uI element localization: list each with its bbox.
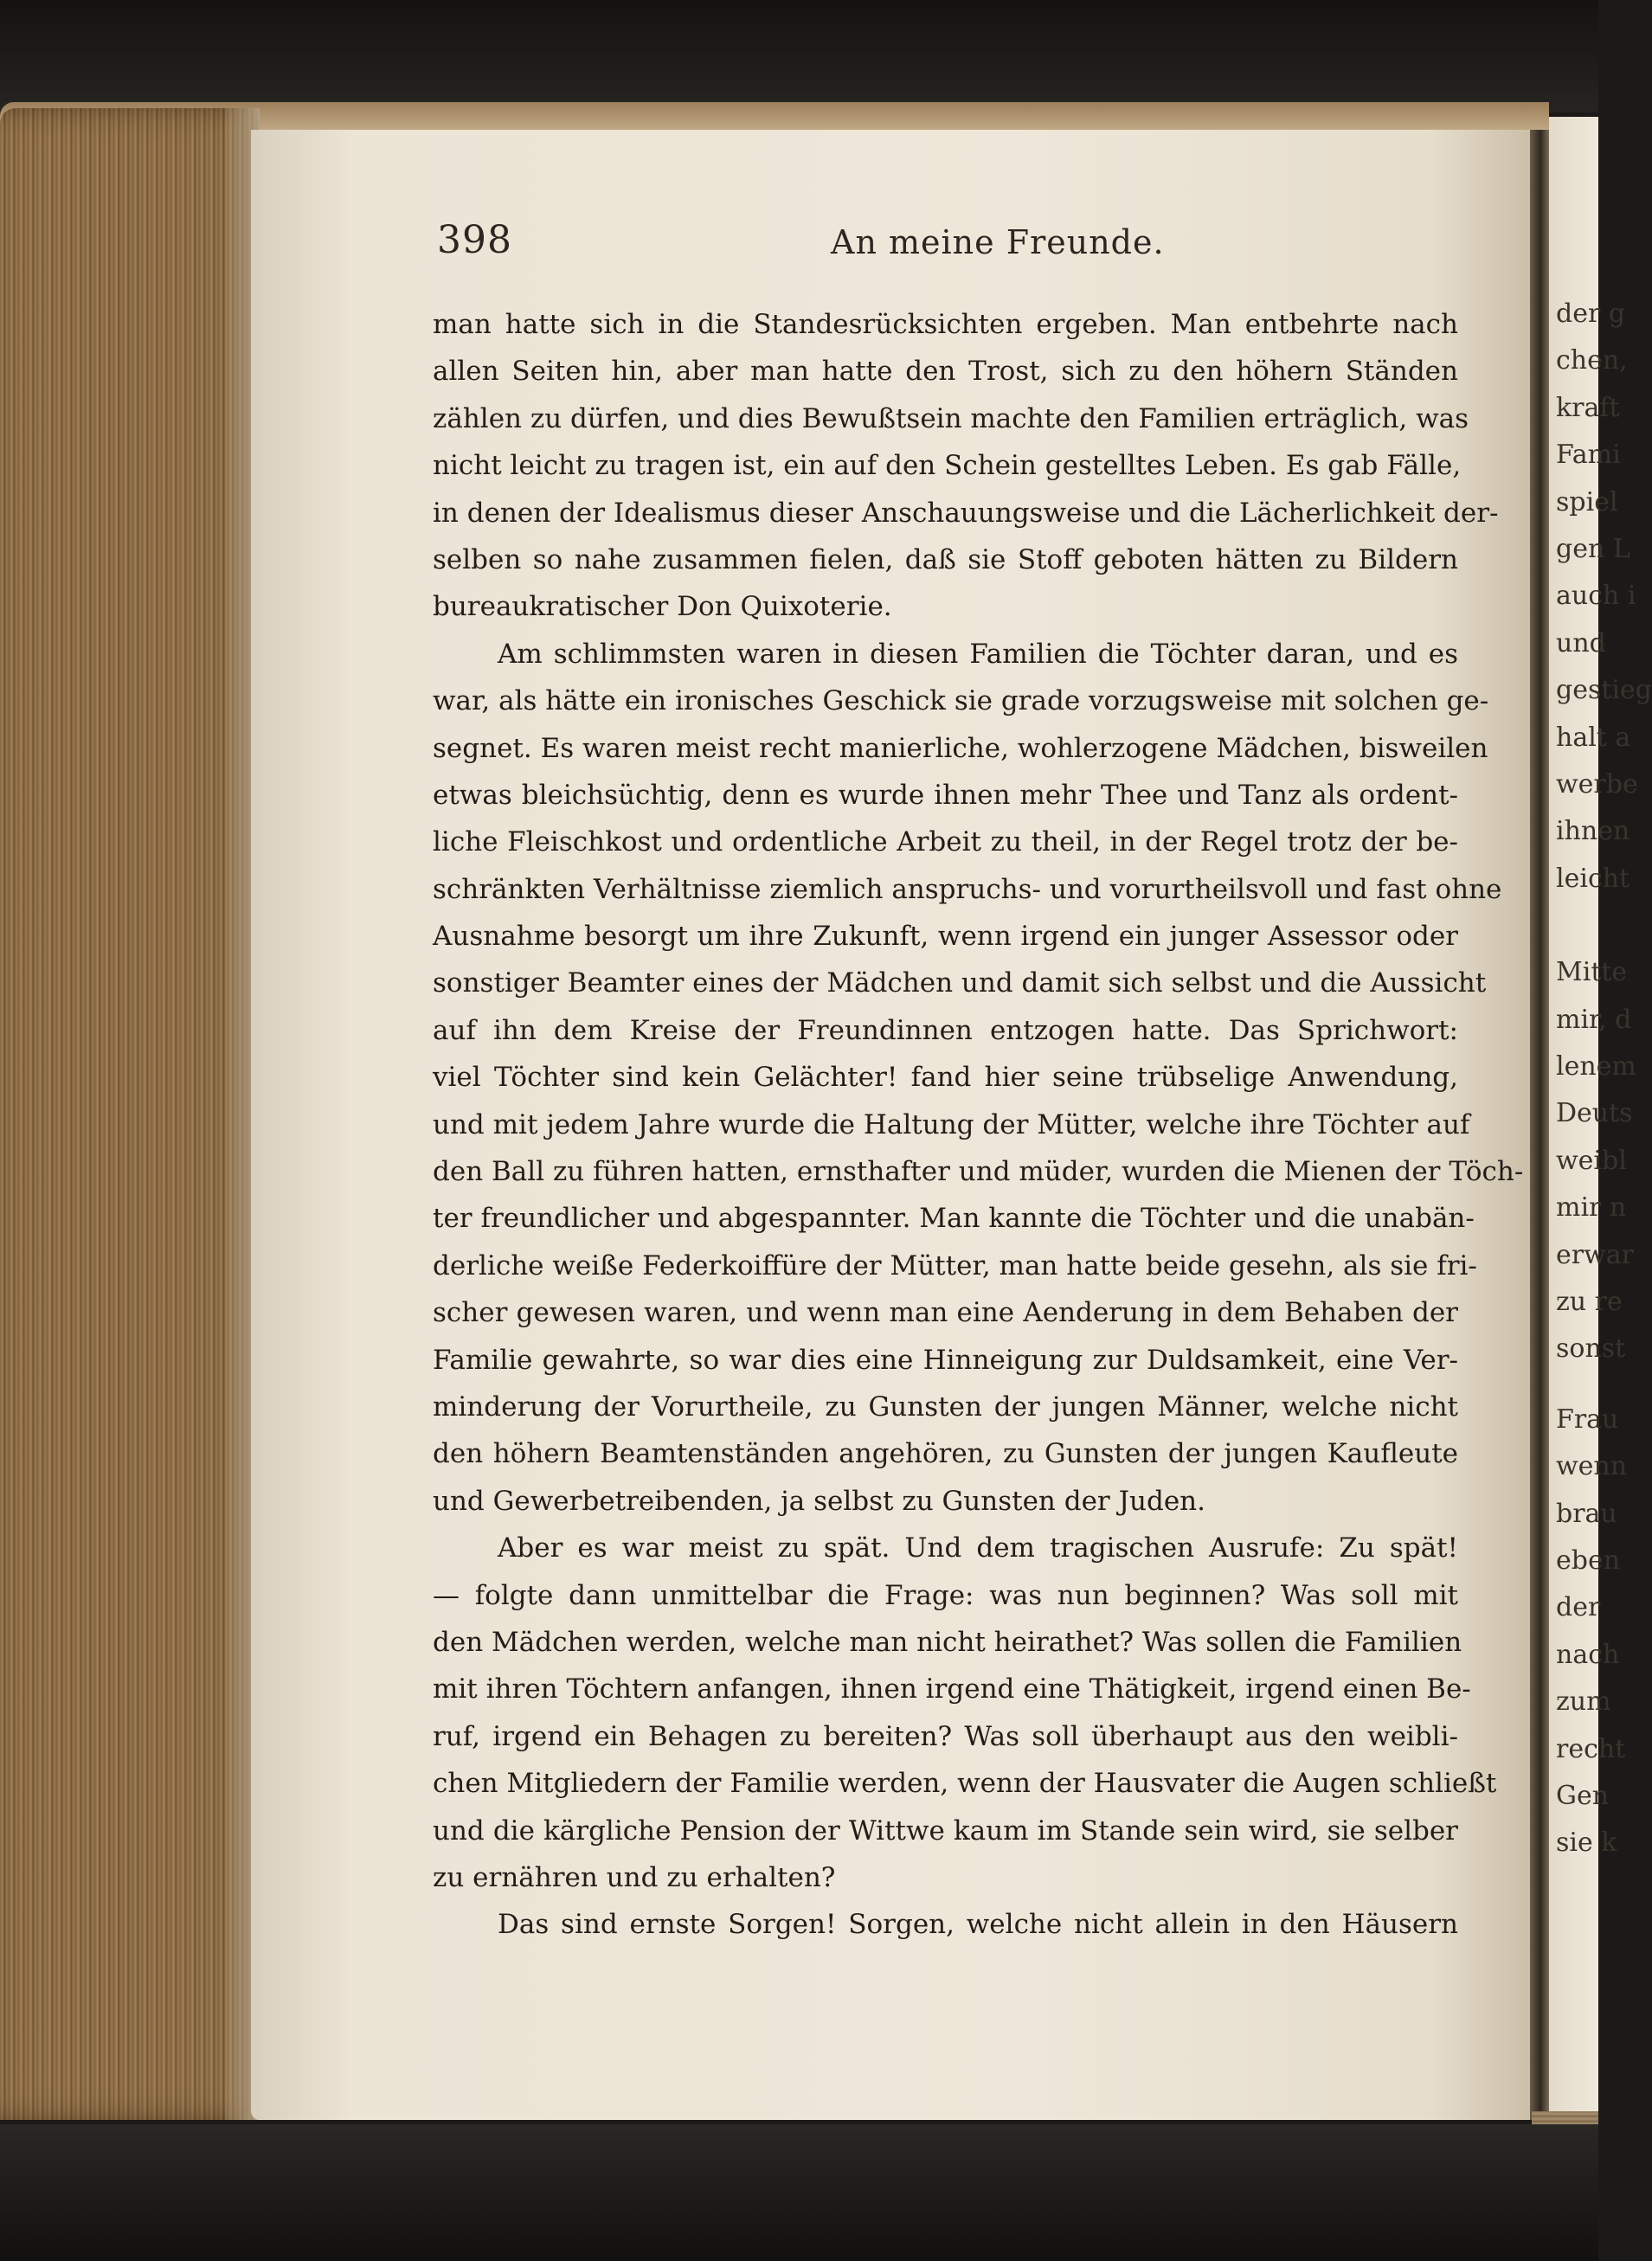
text-line: und die kärgliche Pension der Wittwe kaum im Stande sein wird, sie selber xyxy=(433,1815,1458,1847)
next-page-fragment: Frau xyxy=(1556,1403,1619,1435)
next-page-fragment: eben xyxy=(1556,1545,1621,1576)
next-page-fragment: Fami xyxy=(1556,440,1621,471)
text-line: schränkten Verhältnisse ziemlich anspruchs- und vorurtheilsvoll und fast ohne xyxy=(433,873,1502,905)
text-line: mit ihren Töchtern anfangen, ihnen irgend eine Thätigkeit, irgend einen Be- xyxy=(433,1673,1471,1705)
next-page-fragment: nach xyxy=(1556,1639,1620,1670)
next-page-fragment: sonst xyxy=(1556,1333,1626,1365)
next-page-fragment: kraft xyxy=(1556,392,1620,423)
text-line: den Mädchen werden, welche man nicht heirathet? Was sollen die Familien xyxy=(433,1626,1462,1658)
text-line: und Gewerbetreibenden, ja selbst zu Gunsten der Juden. xyxy=(433,1485,1206,1517)
book-page-edges xyxy=(0,108,260,2120)
text-line: zu ernähren und zu erhalten? xyxy=(433,1861,836,1893)
text-line: etwas bleichsüchtig, denn es wurde ihnen mehr Thee und Tanz als ordent- xyxy=(433,779,1458,811)
next-page-fragment: sie k xyxy=(1556,1827,1617,1859)
next-page-fragment: chen, xyxy=(1556,345,1628,376)
text-line: minderung der Vorurtheile, zu Gunsten der jungen Männer, welche nicht xyxy=(433,1391,1458,1423)
next-page-fragment: ihnen xyxy=(1556,816,1630,847)
next-page-fragment: gen L xyxy=(1556,534,1630,564)
text-line: bureaukratischer Don Quixoterie. xyxy=(433,591,892,623)
next-page-fragment: spiel xyxy=(1556,486,1618,517)
next-page-fragment: leicht xyxy=(1556,863,1630,894)
text-line: segnet. Es waren meist recht manierliche, wohlerzogene Mädchen, bisweilen xyxy=(433,732,1488,764)
next-page-fragment: weibl xyxy=(1556,1145,1627,1176)
next-page-fragment: halt a xyxy=(1556,722,1631,753)
text-line: ter freundlicher und abgespannter. Man kannte die Töchter und die unabän- xyxy=(433,1203,1475,1235)
book-gutter xyxy=(1530,130,1551,2120)
body-text xyxy=(433,301,1524,1949)
text-line: Aber es war meist zu spät. Und dem tragischen Ausrufe: Zu spät! xyxy=(498,1532,1458,1564)
text-line: den höhern Beamtenständen angehören, zu Gunsten der jungen Kaufleute xyxy=(433,1438,1458,1470)
text-line: Familie gewahrte, so war dies eine Hinneigung zur Duldsamkeit, eine Ver- xyxy=(433,1344,1458,1376)
next-page-fragment: auch i xyxy=(1556,581,1636,612)
text-line: den Ball zu führen hatten, ernsthafter und müder, wurden die Mienen der Töch- xyxy=(433,1156,1524,1188)
page-header xyxy=(437,218,1458,270)
next-page-fragment: brau xyxy=(1556,1498,1617,1529)
text-line: nicht leicht zu tragen ist, ein auf den Schein gestelltes Leben. Es gab Fälle, xyxy=(433,450,1462,482)
next-page-fragment: lenem xyxy=(1556,1051,1636,1082)
text-line: in denen der Idealismus dieser Anschauungsweise und die Lächerlichkeit der- xyxy=(433,497,1499,529)
next-page-fragment: der xyxy=(1556,1592,1601,1623)
next-page-fragment: der g xyxy=(1556,299,1626,329)
next-page-sliver xyxy=(1549,117,1652,2124)
next-page-fragment: mir, d xyxy=(1556,1004,1632,1035)
next-page-fragment: Mitte xyxy=(1556,957,1628,988)
next-page-fragment: Deuts xyxy=(1556,1098,1633,1129)
background-bottom xyxy=(0,2124,1598,2261)
text-line: derliche weiße Federkoiffüre der Mütter, man hatte beide gesehn, als sie fri- xyxy=(433,1249,1477,1281)
text-line: viel Töchter sind kein Gelächter! fand hier seine trübselige Anwendung, xyxy=(433,1062,1458,1094)
text-line: sonstiger Beamter eines der Mädchen und damit sich selbst und die Aussicht xyxy=(433,967,1487,999)
text-line: ruf, irgend ein Behagen zu bereiten? Was soll überhaupt aus den weibli- xyxy=(433,1720,1458,1752)
text-line: war, als hätte ein ironisches Geschick sie grade vorzugsweise mit solchen ge- xyxy=(433,685,1489,717)
next-page-fragment: zu re xyxy=(1556,1287,1623,1317)
text-line: man hatte sich in die Standesrücksichten ergeben. Man entbehrte nach xyxy=(433,309,1458,340)
text-line: allen Seiten hin, aber man hatte den Trost, sich zu den höhern Ständen xyxy=(433,356,1458,388)
text-line: Das sind ernste Sorgen! Sorgen, welche nicht allein in den Häusern xyxy=(498,1909,1458,1941)
text-line: — folgte dann unmittelbar die Frage: was nun beginnen? Was soll mit xyxy=(433,1579,1458,1611)
text-line: auf ihn dem Kreise der Freundinnen entzogen hatte. Das Sprichwort: xyxy=(433,1014,1458,1046)
page-number: 398 xyxy=(437,218,512,262)
next-page-fragment: zum xyxy=(1556,1686,1611,1718)
next-page-fragment: erwar xyxy=(1556,1239,1634,1270)
text-line: liche Fleischkost und ordentliche Arbeit zu theil, in der Regel trotz der be- xyxy=(433,826,1458,858)
text-line: Am schlimmsten waren in diesen Familien die Töchter daran, und es xyxy=(498,638,1458,670)
next-page-fragment: recht xyxy=(1556,1733,1626,1764)
next-page-fragment: und xyxy=(1556,627,1606,658)
background-top xyxy=(0,0,1598,112)
text-line: chen Mitgliedern der Familie werden, wenn der Hausvater die Augen schließt xyxy=(433,1768,1497,1800)
next-page-fragment: wenn xyxy=(1556,1451,1628,1482)
next-page-fragment: gestieg xyxy=(1556,675,1652,706)
next-page-fragment: mir n xyxy=(1556,1192,1627,1224)
next-page-fragment: werbe xyxy=(1556,769,1638,800)
next-page-fragment: Gen xyxy=(1556,1781,1610,1811)
running-head: An meine Freunde. xyxy=(831,223,1165,261)
text-line: zählen zu dürfen, und dies Bewußtsein machte den Familien erträglich, was xyxy=(433,402,1469,434)
text-line: und mit jedem Jahre wurde die Haltung der Mütter, welche ihre Töchter auf xyxy=(433,1108,1470,1140)
text-line: Ausnahme besorgt um ihre Zukunft, wenn irgend ein junger Assessor oder xyxy=(433,921,1458,953)
text-line: selben so nahe zusammen fielen, daß sie Stoff geboten hätten zu Bildern xyxy=(433,543,1458,575)
text-line: scher gewesen waren, und wenn man eine Aenderung in dem Behaben der xyxy=(433,1297,1458,1329)
